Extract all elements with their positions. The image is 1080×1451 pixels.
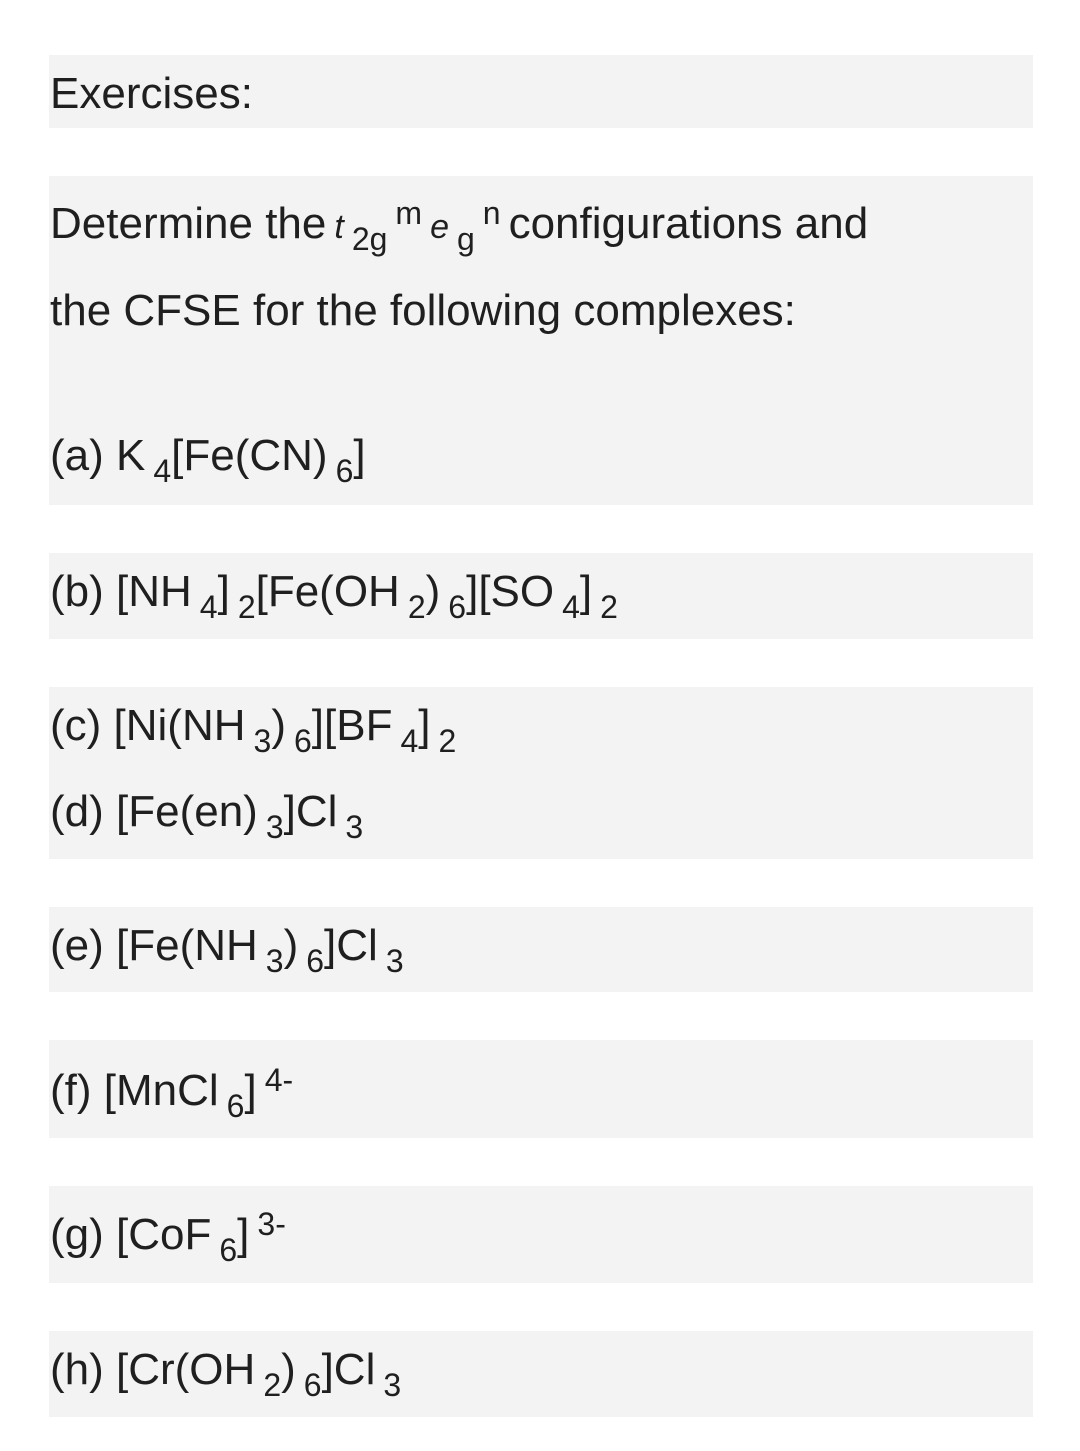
item-a-text: (a) K xyxy=(50,431,146,480)
item-c-text: (c) [Ni(NH xyxy=(50,701,246,750)
item-b-text: [Fe(OH xyxy=(255,567,400,616)
t-superscript: m xyxy=(395,195,423,231)
item-b-text: ) xyxy=(425,567,441,616)
item-b-text: ] xyxy=(217,567,230,616)
item-b-sub: 2 xyxy=(237,589,256,625)
item-e-text: ]Cl xyxy=(324,921,378,970)
item-e-text: (e) [Fe(NH xyxy=(50,921,258,970)
item-c-sub: 2 xyxy=(438,723,457,759)
item-g-text: ] xyxy=(237,1210,250,1259)
t-subscript: 2g xyxy=(351,221,388,257)
item-a-sub: 4 xyxy=(153,453,172,489)
item-g-sub: 6 xyxy=(219,1232,238,1268)
item-d xyxy=(50,787,364,845)
item-c-text: ] xyxy=(418,701,431,750)
item-f-text: ] xyxy=(244,1066,257,1115)
item-b-sub: 4 xyxy=(199,589,218,625)
intro-line-2: the CFSE for the following complexes: xyxy=(50,286,796,335)
item-e-sub: 3 xyxy=(385,943,404,979)
item-c xyxy=(50,701,457,759)
item-a-text: [Fe(CN) xyxy=(171,431,328,480)
item-b-sub: 4 xyxy=(562,589,580,625)
item-g xyxy=(50,1206,286,1268)
item-h-sub: 3 xyxy=(383,1367,402,1403)
item-e-sub: 3 xyxy=(265,943,284,979)
item-g-charge: 3- xyxy=(257,1206,286,1242)
item-b-text: (b) [NH xyxy=(50,567,192,616)
item-g-text: (g) [CoF xyxy=(50,1210,212,1259)
item-f xyxy=(50,1062,294,1124)
item-h xyxy=(50,1345,402,1403)
item-b-text: ][SO xyxy=(466,567,555,616)
item-b-text: ] xyxy=(579,567,593,616)
item-c-sub: 6 xyxy=(293,723,312,759)
item-b-sub: 2 xyxy=(407,589,426,625)
item-e-text: ) xyxy=(283,921,299,970)
item-c-text: ][BF xyxy=(311,701,393,750)
item-a xyxy=(50,431,366,489)
item-d-text: (d) [Fe(en) xyxy=(50,787,258,836)
intro-line-1 xyxy=(50,195,869,257)
item-c-text: ) xyxy=(271,701,286,750)
item-e-sub: 6 xyxy=(306,943,325,979)
item-h-text: ) xyxy=(281,1345,296,1394)
item-b-sub: 2 xyxy=(600,589,618,625)
item-b-sub: 6 xyxy=(448,589,467,625)
exercises-heading: Exercises: xyxy=(50,69,253,118)
item-f-sub: 6 xyxy=(226,1088,245,1124)
item-c-sub: 3 xyxy=(253,723,272,759)
intro-determine: Determine the xyxy=(50,199,327,248)
item-c-sub: 4 xyxy=(400,723,419,759)
item-d-sub: 3 xyxy=(345,809,364,845)
item-h-text: (h) [Cr(OH xyxy=(50,1345,256,1394)
item-b xyxy=(50,567,618,625)
item-a-text: ] xyxy=(353,431,366,480)
e-superscript: n xyxy=(482,195,501,231)
item-d-text: ]Cl xyxy=(283,787,338,836)
e-subscript: g xyxy=(456,221,475,257)
t-symbol: t xyxy=(334,208,344,246)
item-f-charge: 4- xyxy=(264,1062,294,1098)
item-f-text: (f) [MnCl xyxy=(50,1066,219,1115)
intro-configurations: configurations and xyxy=(508,199,869,248)
item-a-sub: 6 xyxy=(335,453,354,489)
item-e xyxy=(50,921,404,979)
item-d-sub: 3 xyxy=(265,809,284,845)
item-h-sub: 2 xyxy=(263,1367,282,1403)
item-h-sub: 6 xyxy=(303,1367,322,1403)
item-h-text: ]Cl xyxy=(321,1345,376,1394)
e-symbol: e xyxy=(430,208,449,246)
